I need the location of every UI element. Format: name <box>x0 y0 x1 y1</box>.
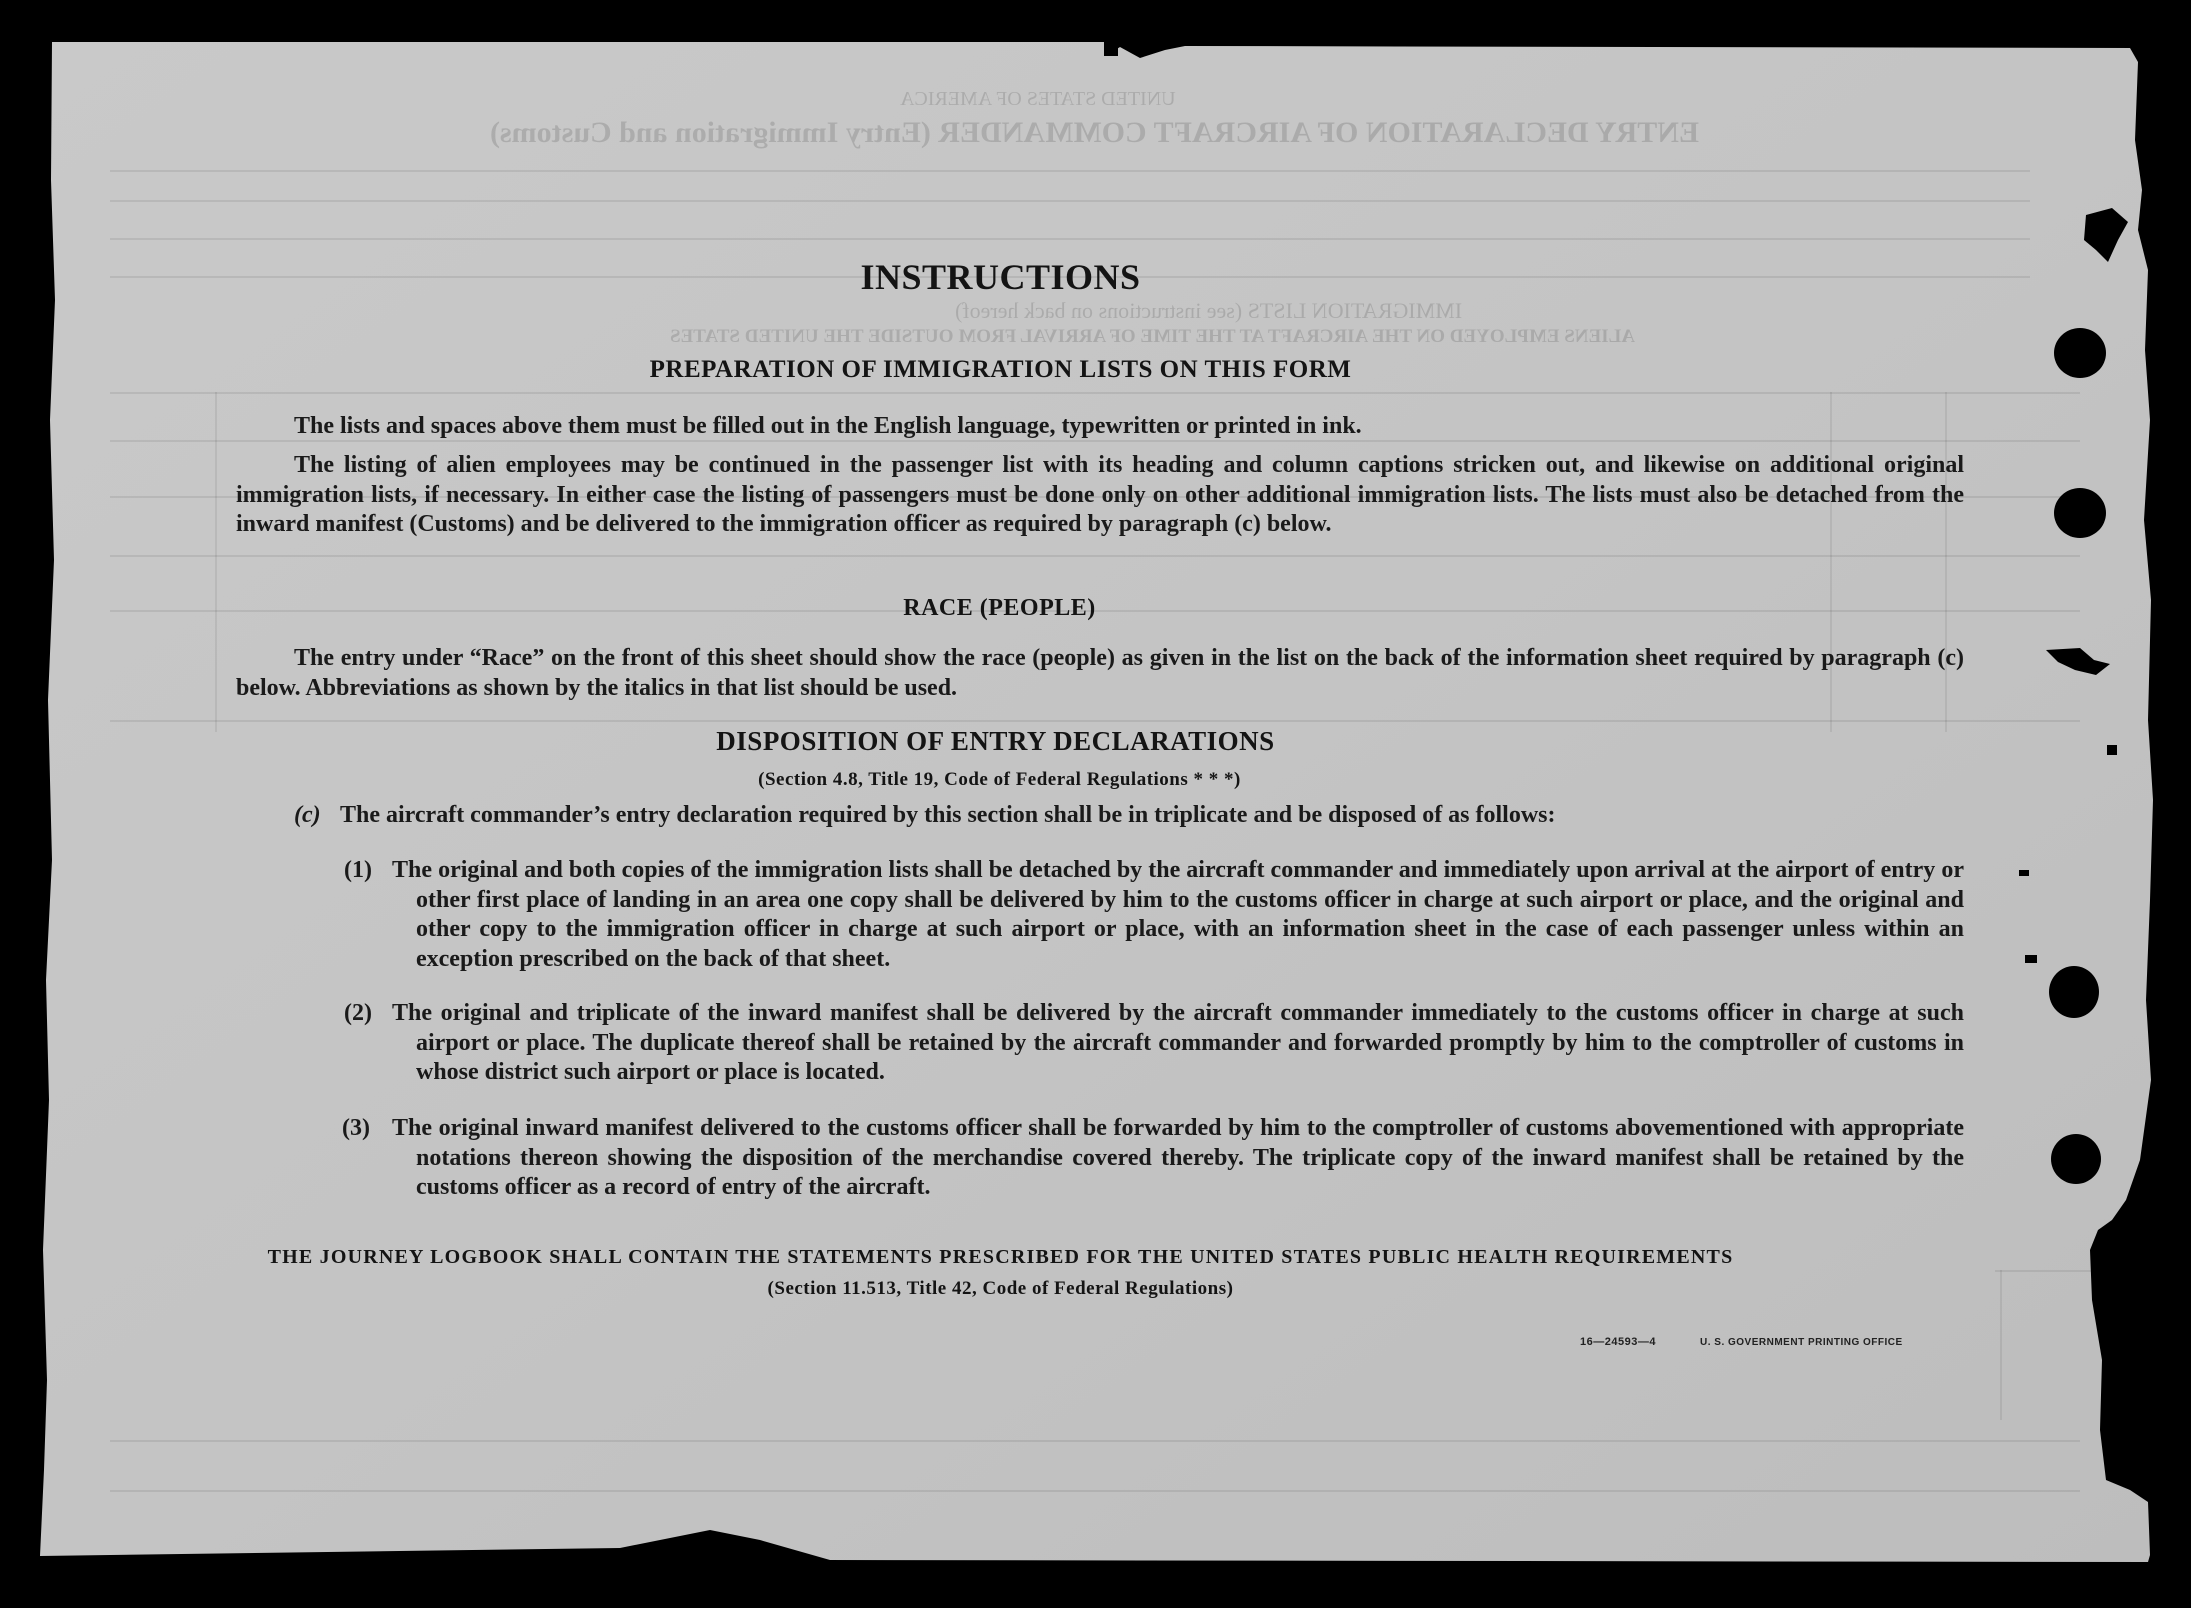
paragraph: The lists and spaces above them must be filled out in the English language, typewritten or printed in ink. <box>294 413 1362 439</box>
form-number: 16—24593—4 <box>1580 1336 1656 1348</box>
ghost-list-subtitle: ALIENS EMPLOYED ON THE AIRCRAFT AT THE TIME OF ARRIVAL FROM OUTSIDE THE UNITED STATES <box>670 326 1636 347</box>
ghost-country: UNITED STATES OF AMERICA <box>900 88 1176 110</box>
item-number: (3) <box>342 1115 370 1141</box>
ghost-list-title: IMMIGRATION LISTS (see instructions on back hereof) <box>955 298 1463 323</box>
clause-label: (c) <box>294 802 321 828</box>
health-heading: THE JOURNEY LOGBOOK SHALL CONTAIN THE STATEMENTS PRESCRIBED FOR THE UNITED STATES PUBLIC HEALTH REQUIREMENTS <box>267 1246 1734 1268</box>
clause-intro: The aircraft commander’s entry declaration required by this section shall be in triplicate and be disposed of as follows: <box>340 802 1556 828</box>
paragraph: The listing of alien employees may be continued in the passenger list with its heading and column captions stricken out, and likewise on additional original immigration lists, if necessary. In either case the listing of passengers must be done only on other additional immigration lists. The lists must also be detached from the inward manifest (Customs) and be delivered to the immigration officer as required by paragraph (c) below. <box>236 452 1964 537</box>
item-number: (1) <box>344 857 372 883</box>
list-item: The original inward manifest delivered to the customs officer shall be forwarded by him to the comptroller of customs abovementioned with appropriate notations thereon showing the disposition of the merchandise covered thereby. The triplicate copy of the inward manifest shall be retained by the customs officer as a record of entry of the aircraft. <box>392 1115 1964 1200</box>
section-heading-preparation: PREPARATION OF IMMIGRATION LISTS ON THIS FORM <box>649 356 1352 383</box>
health-citation: (Section 11.513, Title 42, Code of Federal Regulations) <box>767 1278 1234 1299</box>
printer-imprint: U. S. GOVERNMENT PRINTING OFFICE <box>1700 1337 1903 1348</box>
disposition-citation: (Section 4.8, Title 19, Code of Federal Regulations * * *) <box>758 769 1241 790</box>
section-heading-race: RACE (PEOPLE) <box>903 595 1096 621</box>
item-number: (2) <box>344 1000 372 1026</box>
ghost-form-title: ENTRY DECLARATION OF AIRCRAFT COMMANDER (Entry Immigration and Customs) <box>490 116 1699 149</box>
list-item: The original and triplicate of the inward manifest shall be delivered by the aircraft commander immediately to the customs officer in charge at such airport or place. The duplicate thereof shall be retained by the aircraft commander and forwarded promptly by him to the comptroller of customs in whose district such airport or place is located. <box>392 1000 1964 1085</box>
section-heading-disposition: DISPOSITION OF ENTRY DECLARATIONS <box>716 726 1275 756</box>
list-item: The original and both copies of the immigration lists shall be detached by the aircraft commander and immediately upon arrival at the airport of entry or other first place of landing in an area one copy shall be delivered by him to the customs officer in charge at such airport or place, and the original and other copy to the immigration officer in charge at such airport or place, with an information sheet in the case of each passenger unless within an exception prescribed on the back of that sheet. <box>392 857 1964 972</box>
paragraph: The entry under “Race” on the front of this sheet should show the race (people) as given in the list on the back of the information sheet required by paragraph (c) below. Abbreviations as shown by the italics in that list should be used. <box>236 645 1964 701</box>
page-title: INSTRUCTIONS <box>860 257 1141 297</box>
